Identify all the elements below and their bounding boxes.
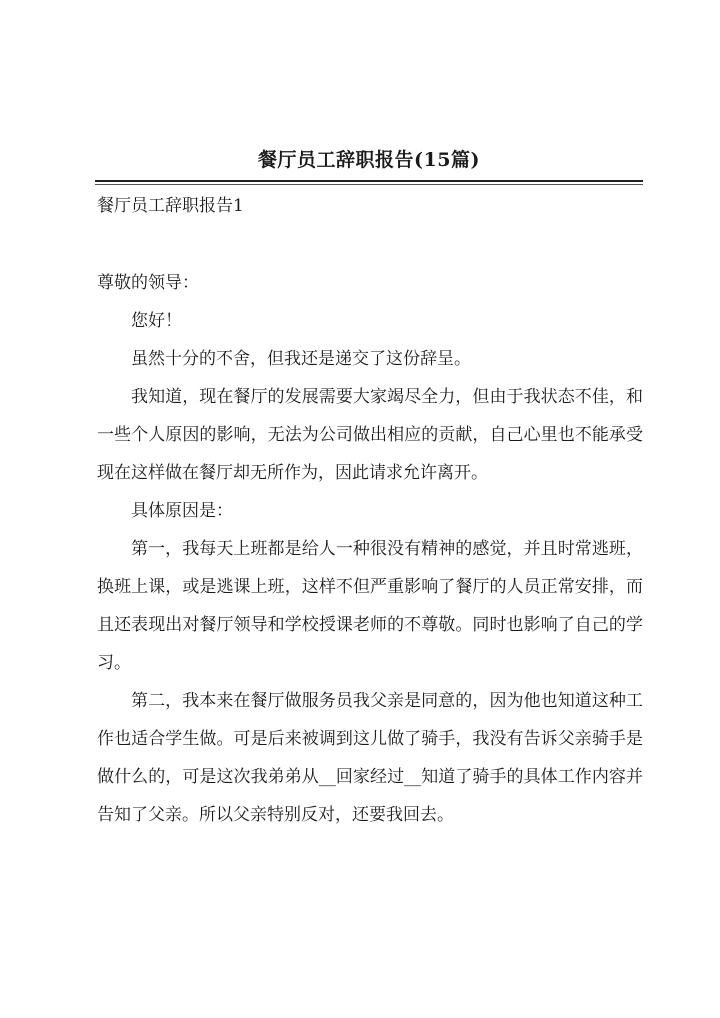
paragraph-reason-first: 第一，我每天上班都是给人一种很没有精神的感觉，并且时常逃班，换班上课，或是逃课上班，这样不但严重影响了餐厅的人员正常安排，而且还表现出对餐厅领导和学校授课老师的不尊敬。同时也影响了自己的学习。 — [97, 539, 643, 673]
paragraph-reasons-heading: 具体原因是： — [131, 501, 233, 521]
paragraph-greeting: 您好！ — [131, 311, 182, 331]
title-divider-thin — [95, 184, 643, 185]
paragraph-reason-summary: 我知道，现在餐厅的发展需要大家竭尽全力，但由于我状态不佳，和一些个人原因的影响，无法为公司做出相应的贡献，自己心里也不能承受现在这样做在餐厅却无所作为，因此请求允许离开。 — [97, 387, 643, 483]
letter-body — [97, 264, 643, 834]
paragraph-reason-second: 第二，我本来在餐厅做服务员我父亲是同意的，因为他也知道这种工作也适合学生做。可是后来被调到这儿做了骑手，我没有告诉父亲骑手是做什么的，可是这次我弟弟从__回家经过__知道了骑手的具体工作内容并告知了父亲。所以父亲特别反对，还要我回去。 — [97, 691, 643, 825]
section-heading: 餐厅员工辞职报告1 — [97, 196, 244, 216]
salutation: 尊敬的领导： — [97, 273, 199, 293]
document-title: 餐厅员工辞职报告(15篇) — [258, 149, 480, 171]
title-divider — [95, 180, 643, 182]
paragraph-intro: 虽然十分的不舍，但我还是递交了这份辞呈。 — [131, 349, 471, 369]
